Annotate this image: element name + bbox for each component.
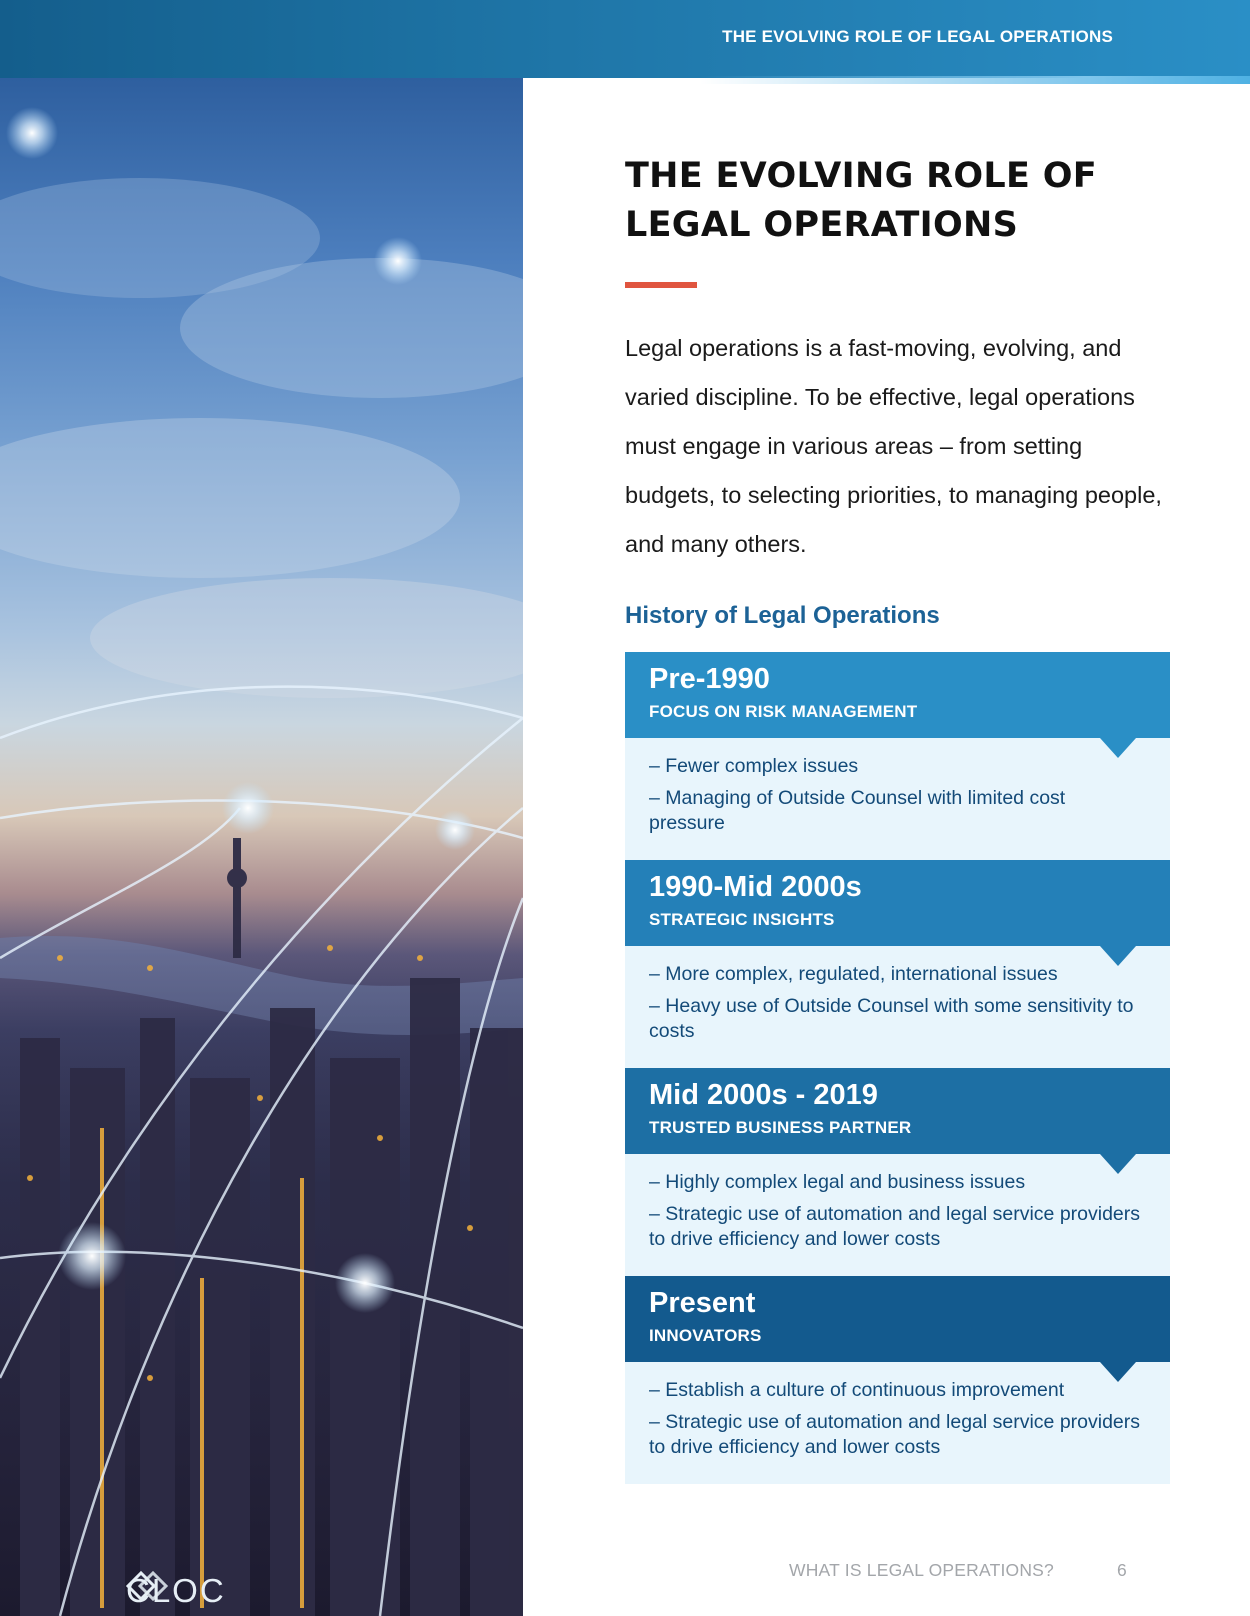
era-details bbox=[625, 1362, 1170, 1484]
timeline-era bbox=[625, 1276, 1170, 1484]
timeline-era bbox=[625, 860, 1170, 1068]
city-network-photo bbox=[0, 78, 523, 1616]
era-point: – Establish a culture of continuous improvement bbox=[649, 1379, 1065, 1401]
page-number: 6 bbox=[1117, 1560, 1127, 1580]
era-pointer bbox=[1100, 946, 1136, 966]
footer-label: WHAT IS LEGAL OPERATIONS? bbox=[789, 1560, 1054, 1580]
cloc-logo bbox=[126, 1571, 226, 1611]
era-point: – Heavy use of Outside Counsel with some sensitivity to costs bbox=[649, 995, 1134, 1042]
history-timeline bbox=[625, 652, 1170, 1484]
section-heading: History of Legal Operations bbox=[625, 602, 940, 629]
era-subtitle: INNOVATORS bbox=[649, 1326, 762, 1345]
era-pointer bbox=[1100, 1362, 1136, 1382]
title-underline bbox=[625, 282, 697, 288]
city-network-illustration bbox=[0, 78, 523, 1616]
era-header bbox=[625, 1276, 1170, 1362]
logo-text: CLOC bbox=[126, 1572, 226, 1609]
era-point: – Highly complex legal and business issues bbox=[649, 1171, 1026, 1193]
era-details bbox=[625, 738, 1170, 860]
main-content bbox=[625, 140, 1170, 1484]
era-title: Pre-1990 bbox=[649, 663, 770, 695]
header-accent-stripe bbox=[700, 76, 1250, 84]
era-pointer bbox=[1100, 738, 1136, 758]
era-title: 1990-Mid 2000s bbox=[649, 871, 862, 903]
era-title: Mid 2000s - 2019 bbox=[649, 1079, 878, 1111]
era-subtitle: TRUSTED BUSINESS PARTNER bbox=[649, 1118, 912, 1137]
era-point: – Managing of Outside Counsel with limited cost pressure bbox=[649, 787, 1066, 834]
page-title: THE EVOLVING ROLE OF LEGAL OPERATIONS bbox=[625, 156, 1097, 245]
header-bar bbox=[0, 0, 1250, 78]
era-subtitle: FOCUS ON RISK MANAGEMENT bbox=[649, 702, 918, 721]
timeline-era bbox=[625, 1068, 1170, 1276]
era-point: – More complex, regulated, international issues bbox=[649, 963, 1058, 985]
era-details bbox=[625, 1154, 1170, 1276]
running-title: THE EVOLVING ROLE OF LEGAL OPERATIONS bbox=[722, 27, 1113, 46]
era-header bbox=[625, 1068, 1170, 1154]
era-point: – Strategic use of automation and legal service providers to drive efficiency and lower costs bbox=[649, 1411, 1141, 1458]
era-subtitle: STRATEGIC INSIGHTS bbox=[649, 910, 835, 929]
era-point: – Fewer complex issues bbox=[649, 755, 859, 777]
era-pointer bbox=[1100, 1154, 1136, 1174]
era-header bbox=[625, 652, 1170, 738]
era-details bbox=[625, 946, 1170, 1068]
cloc-diamond-icon bbox=[126, 1571, 170, 1601]
era-header bbox=[625, 860, 1170, 946]
era-point: – Strategic use of automation and legal service providers to drive efficiency and lower costs bbox=[649, 1203, 1141, 1250]
timeline-era bbox=[625, 652, 1170, 860]
intro-paragraph: Legal operations is a fast-moving, evolving, and varied discipline. To be effective, legal operations must engage in various areas – from setting budgets, to selecting priorities, to managing people, and many others. bbox=[625, 335, 1162, 557]
era-title: Present bbox=[649, 1287, 756, 1319]
